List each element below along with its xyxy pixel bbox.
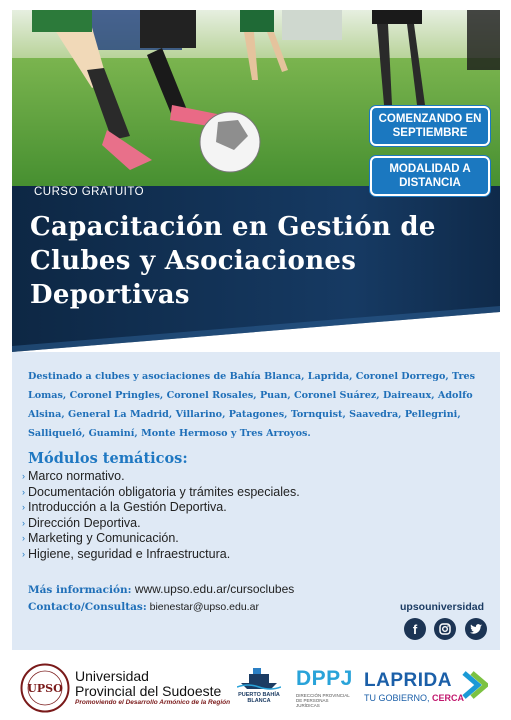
list-item: › Dirección Deportiva. — [22, 515, 141, 530]
audience-text: Destinado a clubes y asociaciones de Bahía Blanca, Laprida, Coronel Dorrego, Tres Lomas, Coronel Pringles, Coronel Rosales, Puan, Coronel Suárez, Daireaux, Adolfo Alsina, General La Madrid, Villarino, Patagones, Tornquist, Saavedra, Pellegrini, Salliqueló, Guaminí, Monte Hermoso y Tres Arroyos. — [28, 371, 476, 439]
puerto-bahia-blanca-logo — [237, 665, 281, 695]
chevron-right-icon: › — [22, 471, 25, 481]
page-title: Capacitación en Gestión de Clubes y Asociaciones Deportivas — [30, 212, 436, 310]
dppj-logo: DPPJ — [296, 667, 353, 690]
contact-email-link[interactable]: bienestar@upso.edu.ar — [149, 601, 259, 613]
laprida-slogan: TU GOBIERNO, CERCA — [364, 693, 465, 703]
chevron-right-icon: › — [22, 486, 25, 497]
list-item: › Marketing y Comunicación. — [22, 531, 179, 545]
facebook-icon[interactable]: f — [404, 618, 426, 640]
upso-seal-logo — [20, 663, 70, 717]
list-item: › Introducción a la Gestión Deportiva. — [22, 500, 227, 514]
puerto-bahia-blanca-text: PUERTO BAHÍA BLANCA — [238, 692, 280, 704]
instagram-icon[interactable] — [434, 618, 456, 640]
list-item: › Marco normativo. — [22, 469, 125, 483]
more-info-label: Más información: — [28, 584, 132, 596]
start-date-badge: COMENZANDO EN SEPTIEMBRE — [370, 106, 490, 146]
course-label: CURSO GRATUITO — [34, 186, 145, 198]
upso-tagline: Promoviendo el Desarrollo Armónico de la Región — [75, 699, 231, 706]
dppj-subtitle: DIRECCIÓN PROVINCIAL DE PERSONAS JURÍDICAS — [296, 693, 350, 708]
twitter-icon[interactable] — [465, 618, 487, 640]
more-info-link[interactable]: www.upso.edu.ar/cursoclubes — [134, 582, 295, 596]
chevron-right-icon: › — [22, 517, 25, 528]
svg-text:UPSO: UPSO — [27, 682, 63, 695]
social-handle: upsouniversidad — [400, 601, 485, 613]
laprida-arrow-icon — [462, 670, 488, 704]
modality-badge: MODALIDAD A DISTANCIA — [370, 156, 490, 196]
chevron-right-icon: › — [22, 502, 25, 512]
chevron-right-icon: › — [22, 548, 25, 559]
upso-name-line2: Provincial del Sudoeste — [75, 683, 222, 699]
list-item: › Documentación obligatoria y trámites especiales. — [22, 484, 300, 499]
modules-heading: Módulos temáticos: — [28, 450, 188, 467]
contact-label: Contacto/Consultas: — [28, 601, 147, 613]
chevron-right-icon: › — [22, 533, 25, 543]
modules-list — [22, 469, 300, 562]
list-item: › Higiene, seguridad e Infraestructura. — [22, 546, 231, 561]
more-info — [28, 582, 294, 596]
contact-info — [28, 601, 259, 613]
laprida-logo: LAPRIDA — [364, 670, 452, 691]
upso-name-line1: Universidad — [75, 668, 149, 684]
